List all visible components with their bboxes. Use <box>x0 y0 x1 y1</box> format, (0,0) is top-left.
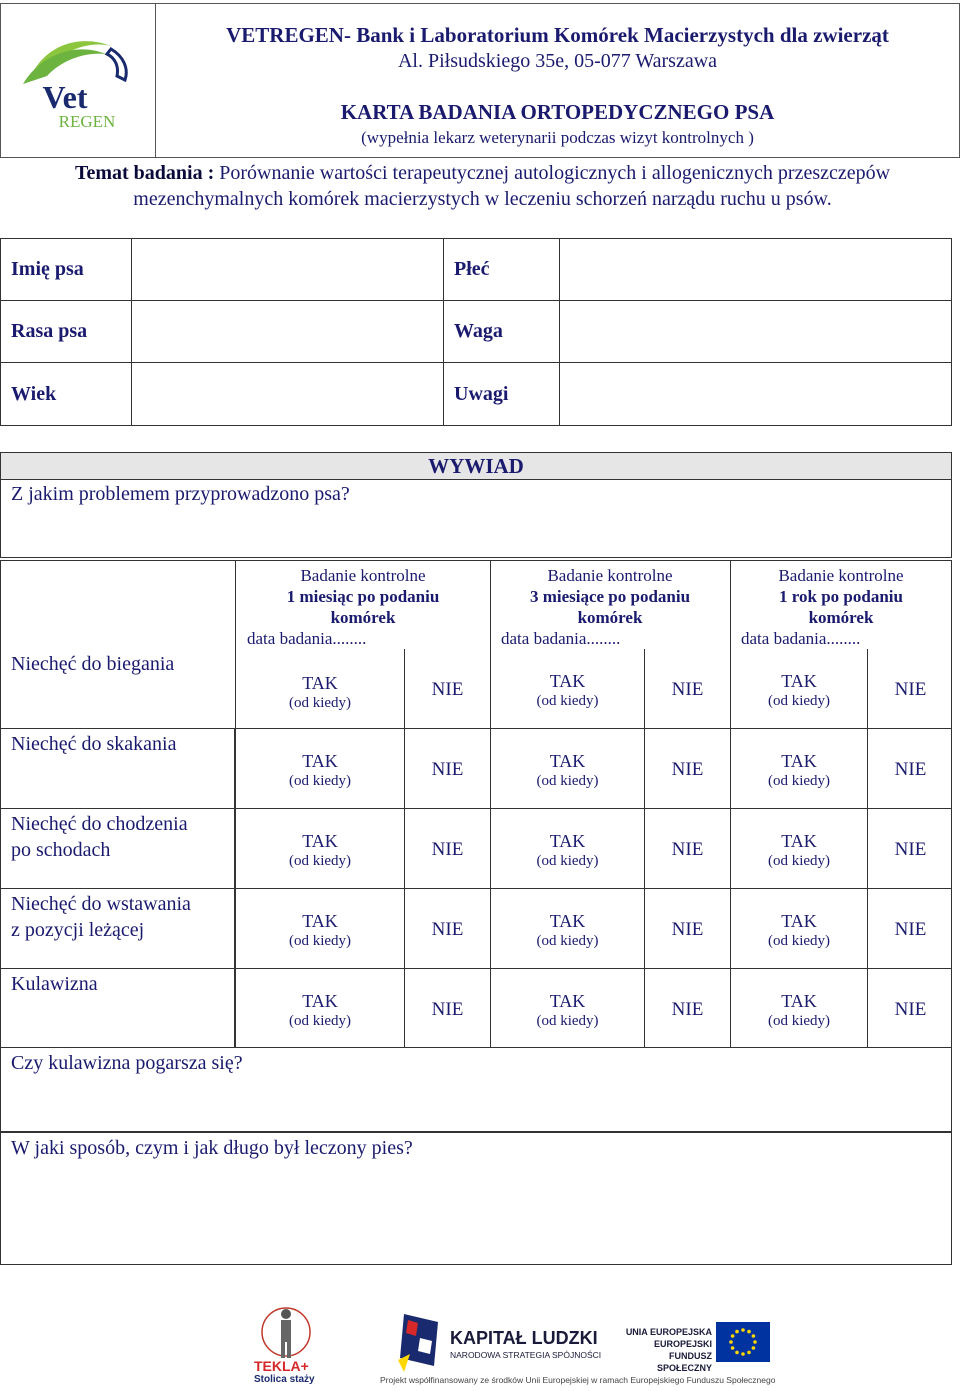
checkup-period: 1 rok po podaniu <box>779 587 903 606</box>
treatment-question: W jaki sposób, czym i jak długo był leczony pies? <box>11 1137 413 1159</box>
checkup-object: komórek <box>330 608 396 627</box>
checkup-object: komórek <box>577 608 643 627</box>
field-breed[interactable] <box>132 301 444 362</box>
no-option[interactable]: NIE <box>671 919 704 940</box>
eu-flag-icon <box>716 1322 770 1362</box>
topic-label: Temat badania : <box>74 162 215 184</box>
kl-subtitle: NARODOWA STRATEGIA SPÓJNOŚCI <box>450 1350 602 1360</box>
yes-option[interactable]: TAK (od kiedy) <box>536 911 599 949</box>
treatment-section[interactable] <box>0 1132 952 1265</box>
card-subtitle: (wypełnia lekarz weterynarii podczas wizyt kontrolnych ) <box>361 128 754 147</box>
no-option[interactable]: NIE <box>894 839 927 860</box>
field-notes[interactable] <box>560 363 953 426</box>
field-weight[interactable] <box>560 301 953 362</box>
checkup-title: Badanie kontrolne <box>778 566 904 585</box>
checkup-header-3 <box>731 565 951 649</box>
tekla-figure-icon <box>250 1302 322 1360</box>
label-breed: Rasa psa <box>1 301 132 362</box>
yes-option[interactable]: TAK (od kiedy) <box>288 911 352 949</box>
logo-cell <box>0 3 156 158</box>
interview-question: Z jakim problemem przyprowadzono psa? <box>11 483 350 505</box>
no-option[interactable]: NIE <box>894 919 927 940</box>
field-sex[interactable] <box>560 239 953 300</box>
field-dog-name[interactable] <box>132 239 444 300</box>
symptom-label: Niechęć do biegania <box>11 653 175 675</box>
label-notes: Uwagi <box>444 363 560 426</box>
no-option[interactable]: NIE <box>894 999 927 1020</box>
checkup-header-2 <box>491 565 729 649</box>
yes-option[interactable]: TAK (od kiedy) <box>288 751 352 789</box>
logo-vet-text: Vet <box>42 79 88 115</box>
symptom-label: Niechęć do chodzenia po schodach <box>1 809 235 888</box>
patient-row <box>1 363 951 426</box>
yes-option[interactable]: TAK (od kiedy) <box>767 831 831 869</box>
yes-option[interactable]: TAK (od kiedy) <box>288 991 352 1029</box>
label-dog-name: Imię psa <box>1 239 132 300</box>
yes-option[interactable]: TAK (od kiedy) <box>767 751 831 789</box>
no-option[interactable]: NIE <box>431 919 464 940</box>
no-option[interactable]: NIE <box>671 679 704 700</box>
field-age[interactable] <box>132 363 444 426</box>
funding-note: Projekt współfinansowany ze środków Unii Europejskiej w ramach Europejskiego Funduszu Społecznego <box>380 1375 776 1385</box>
tekla-logo <box>250 1302 322 1388</box>
no-option[interactable]: NIE <box>894 759 927 780</box>
no-option[interactable]: NIE <box>671 839 704 860</box>
checkup-title: Badanie kontrolne <box>300 566 426 585</box>
label-age: Wiek <box>1 363 132 426</box>
org-address: Al. Piłsudskiego 35e, 05-077 Warszawa <box>397 50 718 72</box>
symptom-label: Niechęć do skakania <box>1 729 235 808</box>
vetregen-logo <box>1 4 155 157</box>
tekla-sub: Stolica staży <box>254 1374 315 1385</box>
no-option[interactable]: NIE <box>671 759 704 780</box>
checkup-object: komórek <box>808 608 874 627</box>
checkup-header-1 <box>237 565 489 649</box>
no-option[interactable]: NIE <box>671 999 704 1020</box>
eu-text: UNIA EUROPEJSKA EUROPEJSKI FUNDUSZ SPOŁECZNY <box>625 1327 712 1373</box>
symptoms-table <box>0 560 952 1048</box>
yes-option[interactable]: TAK (od kiedy) <box>767 671 831 709</box>
yes-option[interactable]: TAK (od kiedy) <box>767 991 831 1029</box>
label-sex: Płeć <box>444 239 560 300</box>
interview-section[interactable] <box>0 452 952 558</box>
patient-row <box>1 239 951 301</box>
logo-horse-head <box>107 49 126 80</box>
checkup-period: 3 miesiące po podaniu <box>529 587 691 606</box>
symptom-label: Kulawizna <box>1 969 235 1048</box>
no-option[interactable]: NIE <box>431 679 464 700</box>
checkup-title: Badanie kontrolne <box>547 566 673 585</box>
card-title: KARTA BADANIA ORTOPEDYCZNEGO PSA <box>340 100 775 124</box>
yes-option[interactable]: TAK (od kiedy) <box>288 673 352 711</box>
yes-option[interactable]: TAK (od kiedy) <box>288 831 352 869</box>
yes-option[interactable]: TAK (od kiedy) <box>536 751 599 789</box>
yes-option[interactable]: TAK (od kiedy) <box>767 911 831 949</box>
checkup-date[interactable]: data badania........ <box>741 629 861 648</box>
topic-text: Porównanie wartości terapeutycznej autologicznych i allogenicznych przeszczepów mezenchymalnych komórek macierzystych w leczeniu schorzeń narządu ruchu u psów. <box>133 162 891 210</box>
checkup-date[interactable]: data badania........ <box>247 629 367 648</box>
checkup-date[interactable]: data badania........ <box>501 629 621 648</box>
lameness-section[interactable] <box>0 1048 952 1132</box>
kl-emblem-icon <box>394 1308 450 1374</box>
patient-table <box>0 238 952 426</box>
yes-option[interactable]: TAK (od kiedy) <box>536 831 599 869</box>
patient-row <box>1 301 951 363</box>
interview-title: WYWIAD <box>1 453 951 480</box>
org-name: VETREGEN- Bank i Laboratorium Komórek Macierzystych dla zwierząt <box>226 23 889 47</box>
lameness-question: Czy kulawizna pogarsza się? <box>11 1052 243 1074</box>
kl-title: KAPITAŁ LUDZKI <box>450 1328 598 1348</box>
kapital-ludzki-emblem <box>394 1308 450 1374</box>
label-weight: Waga <box>444 301 560 362</box>
no-option[interactable]: NIE <box>431 759 464 780</box>
no-option[interactable]: NIE <box>431 839 464 860</box>
yes-option[interactable]: TAK (od kiedy) <box>536 671 599 709</box>
no-option[interactable]: NIE <box>894 679 927 700</box>
study-topic <box>10 160 955 212</box>
tekla-name: TEKLA+ <box>254 1358 309 1374</box>
no-option[interactable]: NIE <box>431 999 464 1020</box>
logo-regen-text: REGEN <box>58 112 116 131</box>
symptom-label: Niechęć do wstawania z pozycji leżącej <box>1 889 235 968</box>
checkup-period: 1 miesiąc po podaniu <box>286 587 440 606</box>
header-box <box>156 3 960 158</box>
yes-option[interactable]: TAK (od kiedy) <box>536 991 599 1029</box>
